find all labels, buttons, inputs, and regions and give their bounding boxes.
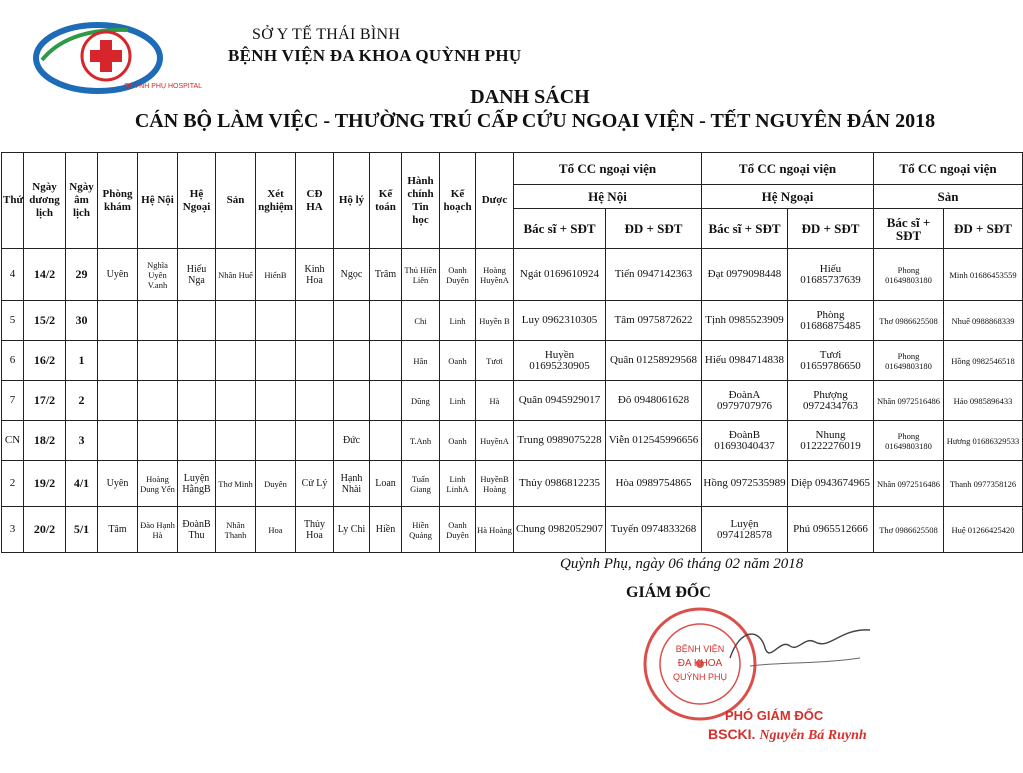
cell-ketoan bbox=[370, 421, 402, 461]
cell-san-bs: Nhân 0972516486 bbox=[874, 461, 944, 507]
cell-ngoai-dd: Tươi 01659786650 bbox=[788, 341, 874, 381]
cell-al: 1 bbox=[66, 341, 98, 381]
cell-al: 2 bbox=[66, 381, 98, 421]
cell-cdha bbox=[296, 301, 334, 341]
col-xet-nghiem: Xét nghiệm bbox=[256, 153, 296, 249]
col-noi-bac-si: Bác sĩ + SĐT bbox=[514, 209, 606, 249]
cell-pk: Uyên bbox=[98, 461, 138, 507]
director-title: GIÁM ĐỐC bbox=[626, 584, 711, 601]
group-to-cc-ngoai: Tổ CC ngoại viện bbox=[702, 153, 874, 185]
cell-noi-bs: Ngát 0169610924 bbox=[514, 249, 606, 301]
cell-san bbox=[216, 301, 256, 341]
cell-ngoai-bs: ĐoànB 01693040437 bbox=[702, 421, 788, 461]
cell-pk: Tâm bbox=[98, 507, 138, 553]
cell-san bbox=[216, 421, 256, 461]
cell-al: 4/1 bbox=[66, 461, 98, 507]
cell-holy: Ngọc bbox=[334, 249, 370, 301]
cell-noi-dd: Viễn 012545996656 bbox=[606, 421, 702, 461]
cell-san: Thơ Minh bbox=[216, 461, 256, 507]
cell-pk bbox=[98, 301, 138, 341]
cell-ngoai-bs: ĐoànA 0979707976 bbox=[702, 381, 788, 421]
cell-hc: Hân bbox=[402, 341, 440, 381]
cell-thu: CN bbox=[2, 421, 24, 461]
cell-al: 30 bbox=[66, 301, 98, 341]
col-phong-kham: Phòng khám bbox=[98, 153, 138, 249]
cell-pk: Uyên bbox=[98, 249, 138, 301]
signer-prefix: BSCKI. bbox=[708, 726, 756, 742]
cell-dl: 17/2 bbox=[24, 381, 66, 421]
duty-schedule-table bbox=[1, 152, 1023, 553]
col-he-ngoai: Hệ Ngoại bbox=[178, 153, 216, 249]
cell-san bbox=[216, 341, 256, 381]
cell-ngoai-bs: Luyện 0974128578 bbox=[702, 507, 788, 553]
group-to-cc-san: Tổ CC ngoại viện bbox=[874, 153, 1023, 185]
cell-holy bbox=[334, 301, 370, 341]
table-row bbox=[2, 421, 1023, 461]
cell-noi-bs: Thủy 0986812235 bbox=[514, 461, 606, 507]
cell-holy: Hạnh Nhài bbox=[334, 461, 370, 507]
cell-dl: 16/2 bbox=[24, 341, 66, 381]
col-ke-hoach: Kế hoạch bbox=[440, 153, 476, 249]
cell-noi bbox=[138, 341, 178, 381]
cell-ngoai-dd: Nhung 01222276019 bbox=[788, 421, 874, 461]
signature bbox=[720, 618, 880, 678]
col-ngay-am-lich: Ngày âm lịch bbox=[66, 153, 98, 249]
cell-hc: Thủ Hiền Liên bbox=[402, 249, 440, 301]
cell-xn: HiểnB bbox=[256, 249, 296, 301]
col-ho-ly: Hộ lý bbox=[334, 153, 370, 249]
cell-xn bbox=[256, 421, 296, 461]
cell-san-dd: Nhuế 0988868339 bbox=[944, 301, 1023, 341]
logo-text: QUỲNH PHỤ HOSPITAL bbox=[124, 83, 203, 90]
cell-ngoai-dd: Hiếu 01685737639 bbox=[788, 249, 874, 301]
cell-duoc: Tươi bbox=[476, 341, 514, 381]
cell-xn bbox=[256, 341, 296, 381]
cell-san-dd: Hương 01686329533 bbox=[944, 421, 1023, 461]
cell-pk bbox=[98, 341, 138, 381]
cell-hc: T.Anh bbox=[402, 421, 440, 461]
cell-holy: Ly Chi bbox=[334, 507, 370, 553]
cell-pk bbox=[98, 381, 138, 421]
cell-ngoai bbox=[178, 341, 216, 381]
table-row bbox=[2, 461, 1023, 507]
col-cdha: CĐ HA bbox=[296, 153, 334, 249]
cell-pk bbox=[98, 421, 138, 461]
cell-thu: 3 bbox=[2, 507, 24, 553]
cell-noi-dd: Tâm 0975872622 bbox=[606, 301, 702, 341]
col-ke-toan: Kế toán bbox=[370, 153, 402, 249]
cell-dl: 15/2 bbox=[24, 301, 66, 341]
svg-text:ĐA KHOA: ĐA KHOA bbox=[677, 658, 723, 669]
cell-duoc: Hà Hoàng bbox=[476, 507, 514, 553]
col-san-bac-si: Bác sĩ + SĐT bbox=[874, 209, 944, 249]
cell-noi-dd: Tuyến 0974833268 bbox=[606, 507, 702, 553]
cell-ketoan: Trâm bbox=[370, 249, 402, 301]
col-duoc: Dược bbox=[476, 153, 514, 249]
cell-noi-bs: Huyền 01695230905 bbox=[514, 341, 606, 381]
cell-cdha: Thủy Hoa bbox=[296, 507, 334, 553]
department-name: SỞ Y TẾ THÁI BÌNH bbox=[252, 26, 401, 43]
cell-kh: Oanh Duyên bbox=[440, 507, 476, 553]
cell-holy bbox=[334, 381, 370, 421]
cell-noi: Hoàng Dung Yến bbox=[138, 461, 178, 507]
table-row bbox=[2, 249, 1023, 301]
cell-kh: Linh LinhA bbox=[440, 461, 476, 507]
cell-duoc: HuyềnA bbox=[476, 421, 514, 461]
cell-noi bbox=[138, 301, 178, 341]
cell-ketoan bbox=[370, 341, 402, 381]
cell-san-dd: Thanh 0977358126 bbox=[944, 461, 1023, 507]
cell-dl: 20/2 bbox=[24, 507, 66, 553]
cell-san-bs: Phong 01649803180 bbox=[874, 341, 944, 381]
cell-ngoai: Hiếu Nga bbox=[178, 249, 216, 301]
cell-ketoan: Hiền bbox=[370, 507, 402, 553]
cell-ngoai-bs: Hiếu 0984714838 bbox=[702, 341, 788, 381]
cell-san-dd: Minh 01686453559 bbox=[944, 249, 1023, 301]
cell-xn: Duyên bbox=[256, 461, 296, 507]
cell-san-dd: Hảo 0985896433 bbox=[944, 381, 1023, 421]
cell-ngoai bbox=[178, 421, 216, 461]
cell-ngoai: Luyện HằngB bbox=[178, 461, 216, 507]
cell-noi: Đào Hạnh Hà bbox=[138, 507, 178, 553]
cell-ngoai-bs: Đạt 0979098448 bbox=[702, 249, 788, 301]
vice-director-title: PHÓ GIÁM ĐỐC bbox=[725, 708, 824, 723]
cell-san-bs: Phong 01649803180 bbox=[874, 421, 944, 461]
col-ngay-duong-lich: Ngày dương lịch bbox=[24, 153, 66, 249]
cell-kh: Linh bbox=[440, 381, 476, 421]
cell-kh: Oanh bbox=[440, 421, 476, 461]
cell-duoc: Hoàng HuyềnA bbox=[476, 249, 514, 301]
cell-xn: Hoa bbox=[256, 507, 296, 553]
cell-noi-bs: Trung 0989075228 bbox=[514, 421, 606, 461]
cell-al: 5/1 bbox=[66, 507, 98, 553]
cell-noi bbox=[138, 421, 178, 461]
organization-header bbox=[228, 26, 528, 66]
cell-thu: 2 bbox=[2, 461, 24, 507]
cell-hc: Hiền Quảng bbox=[402, 507, 440, 553]
table-row bbox=[2, 381, 1023, 421]
col-he-noi: Hệ Nội bbox=[138, 153, 178, 249]
cell-san-bs: Thơ 0986625508 bbox=[874, 507, 944, 553]
table-row bbox=[2, 341, 1023, 381]
cell-noi: Nghĩa Uyên V.anh bbox=[138, 249, 178, 301]
col-ngoai-dd: ĐD + SĐT bbox=[788, 209, 874, 249]
cell-holy bbox=[334, 341, 370, 381]
subgroup-san: Sản bbox=[874, 185, 1023, 209]
cell-ngoai-dd: Diệp 0943674965 bbox=[788, 461, 874, 507]
cell-ngoai bbox=[178, 381, 216, 421]
document-subtitle: CÁN BỘ LÀM VIỆC - THƯỜNG TRÚ CẤP CỨU NGOẠI VIỆN - TẾT NGUYÊN ĐÁN 2018 bbox=[134, 110, 936, 132]
cell-san-bs: Nhân 0972516486 bbox=[874, 381, 944, 421]
svg-text:BỆNH VIỆN: BỆNH VIỆN bbox=[675, 644, 725, 654]
cell-xn bbox=[256, 301, 296, 341]
cell-ketoan bbox=[370, 301, 402, 341]
col-noi-dd: ĐD + SĐT bbox=[606, 209, 702, 249]
cell-cdha bbox=[296, 341, 334, 381]
cell-duoc: Huyền B bbox=[476, 301, 514, 341]
cell-ngoai-dd: Phượng 0972434763 bbox=[788, 381, 874, 421]
cell-san-dd: Huệ 01266425420 bbox=[944, 507, 1023, 553]
cell-holy: Đức bbox=[334, 421, 370, 461]
cell-thu: 4 bbox=[2, 249, 24, 301]
cell-cdha: Cử Lý bbox=[296, 461, 334, 507]
cell-noi-dd: Hòa 0989754865 bbox=[606, 461, 702, 507]
cell-san-bs: Thơ 0986625508 bbox=[874, 301, 944, 341]
cell-noi-dd: Đô 0948061628 bbox=[606, 381, 702, 421]
cell-noi-dd: Quân 01258929568 bbox=[606, 341, 702, 381]
cell-thu: 7 bbox=[2, 381, 24, 421]
cell-san-bs: Phong 01649803180 bbox=[874, 249, 944, 301]
group-to-cc-noi: Tổ CC ngoại viện bbox=[514, 153, 702, 185]
cell-san: Nhân Huế bbox=[216, 249, 256, 301]
cell-cdha: Kinh Hoa bbox=[296, 249, 334, 301]
cell-hc: Tuấn Giang bbox=[402, 461, 440, 507]
table-row bbox=[2, 301, 1023, 341]
cell-al: 29 bbox=[66, 249, 98, 301]
col-thu: Thứ bbox=[2, 153, 24, 249]
cell-ketoan: Loan bbox=[370, 461, 402, 507]
cell-dl: 18/2 bbox=[24, 421, 66, 461]
cell-san bbox=[216, 381, 256, 421]
svg-text:QUỲNH PHỤ: QUỲNH PHỤ bbox=[672, 672, 728, 682]
cell-dl: 19/2 bbox=[24, 461, 66, 507]
cell-ngoai bbox=[178, 301, 216, 341]
cell-san-dd: Hồng 0982546518 bbox=[944, 341, 1023, 381]
cell-san: Nhân Thanh bbox=[216, 507, 256, 553]
cell-ngoai-bs: Tịnh 0985523909 bbox=[702, 301, 788, 341]
cell-xn bbox=[256, 381, 296, 421]
cell-thu: 6 bbox=[2, 341, 24, 381]
cell-noi-bs: Chung 0982052907 bbox=[514, 507, 606, 553]
place-date: Quỳnh Phụ, ngày 06 tháng 02 năm 2018 bbox=[560, 556, 804, 572]
signer-full-name: Nguyễn Bá Ruynh bbox=[759, 728, 867, 743]
cell-ngoai-bs: Hồng 0972535989 bbox=[702, 461, 788, 507]
cell-ketoan bbox=[370, 381, 402, 421]
subgroup-he-noi: Hệ Nội bbox=[514, 185, 702, 209]
cell-cdha bbox=[296, 421, 334, 461]
subgroup-he-ngoai: Hệ Ngoại bbox=[702, 185, 874, 209]
cell-kh: Linh bbox=[440, 301, 476, 341]
col-ngoai-bac-si: Bác sĩ + SĐT bbox=[702, 209, 788, 249]
hospital-name: BỆNH VIỆN ĐA KHOA QUỲNH PHỤ bbox=[228, 46, 522, 65]
cell-ngoai-dd: Phú 0965512666 bbox=[788, 507, 874, 553]
cell-kh: Oanh Duyên bbox=[440, 249, 476, 301]
col-san: Sản bbox=[216, 153, 256, 249]
cell-cdha bbox=[296, 381, 334, 421]
col-san-dd: ĐD + SĐT bbox=[944, 209, 1023, 249]
cell-hc: Chi bbox=[402, 301, 440, 341]
cell-duoc: Hà bbox=[476, 381, 514, 421]
cell-noi-bs: Quân 0945929017 bbox=[514, 381, 606, 421]
cell-dl: 14/2 bbox=[24, 249, 66, 301]
cell-hc: Dũng bbox=[402, 381, 440, 421]
cell-noi-bs: Luy 0962310305 bbox=[514, 301, 606, 341]
document-title: DANH SÁCH bbox=[470, 86, 590, 108]
cell-al: 3 bbox=[66, 421, 98, 461]
cell-ngoai-dd: Phòng 01686875485 bbox=[788, 301, 874, 341]
cell-thu: 5 bbox=[2, 301, 24, 341]
cell-kh: Oanh bbox=[440, 341, 476, 381]
cell-duoc: HuyềnB Hoàng bbox=[476, 461, 514, 507]
col-hanh-chinh: Hành chính Tin học bbox=[402, 153, 440, 249]
signer-name bbox=[708, 726, 867, 744]
cell-noi-dd: Tiến 0947142363 bbox=[606, 249, 702, 301]
table-row bbox=[2, 507, 1023, 553]
cell-noi bbox=[138, 381, 178, 421]
cell-ngoai: ĐoànB Thu bbox=[178, 507, 216, 553]
